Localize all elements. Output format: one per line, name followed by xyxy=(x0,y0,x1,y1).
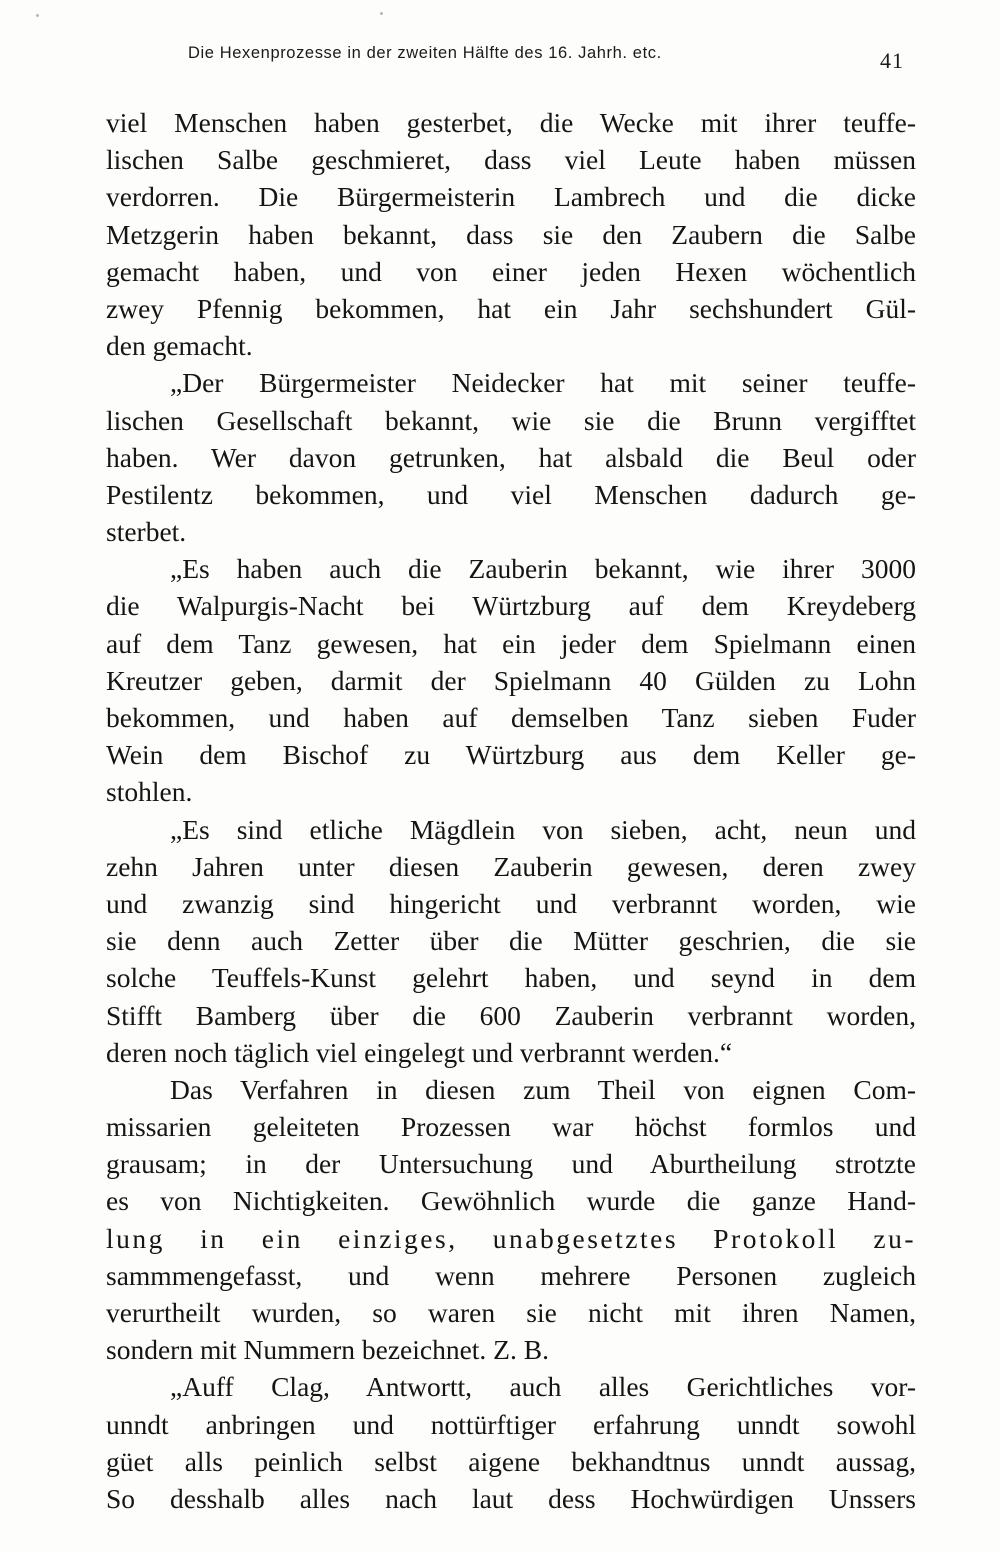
text-line: Wein dem Bischof zu Würtzburg aus dem Keller ge- xyxy=(106,739,916,771)
body-text xyxy=(106,104,916,1517)
text-line: lischen Gesellschaft bekannt, wie sie die Brunn vergifftet xyxy=(106,404,916,436)
text-line: „Es sind etliche Mägdlein von sieben, acht, neun und xyxy=(170,813,916,845)
text-line: Kreutzer geben, darmit der Spielmann 40 Gülden zu Lohn xyxy=(106,664,916,696)
text-line: die Walpurgis-Nacht bei Würtzburg auf dem Kreydeberg xyxy=(106,590,916,622)
text-line: „Auff Clag, Antwortt, auch alles Gerichtliches vor- xyxy=(170,1371,916,1403)
text-line: verdorren. Die Bürgermeisterin Lambrech und die dicke xyxy=(106,181,916,213)
print-speck xyxy=(36,14,39,17)
text-line: sondern mit Nummern bezeichnet. Z. B. xyxy=(106,1334,549,1366)
text-line: stohlen. xyxy=(106,776,193,808)
text-line: gemacht haben, und von einer jeden Hexen wöchentlich xyxy=(106,255,916,287)
text-line: bekommen, und haben auf demselben Tanz sieben Fuder xyxy=(106,702,916,733)
text-line: viel Menschen haben gesterbet, die Wecke mit ihrer teuffe- xyxy=(106,107,916,138)
page-number: 41 xyxy=(880,48,904,73)
text-line: güet alls peinlich selbst aigene bekhandtnus unndt aussag, xyxy=(106,1445,916,1477)
text-line: Metzgerin haben bekannt, dass sie den Zaubern die Salbe xyxy=(106,218,916,250)
text-line: lischen Salbe geschmieret, dass viel Leute haben müssen xyxy=(106,144,916,176)
text-line: sterbet. xyxy=(106,516,187,548)
text-line: haben. Wer davon getrunken, hat alsbald die Beul oder xyxy=(106,441,916,473)
text-line: missarien geleiteten Prozessen war höchst formlos und xyxy=(106,1111,916,1143)
text-line: und zwanzig sind hingericht und verbrannt worden, wie xyxy=(106,887,916,919)
text-line: sie denn auch Zetter über die Mütter geschrien, die sie xyxy=(106,925,916,957)
text-line: „Es haben auch die Zauberin bekannt, wie ihrer 3000 xyxy=(170,553,916,585)
print-speck xyxy=(380,12,383,15)
text-line: es von Nichtigkeiten. Gewöhnlich wurde die ganze Hand- xyxy=(106,1185,916,1217)
text-line: zwey Pfennig bekommen, hat ein Jahr sechshundert Gül- xyxy=(106,292,916,324)
text-line: Pestilentz bekommen, und viel Menschen dadurch ge- xyxy=(106,478,916,510)
text-line: auf dem Tanz gewesen, hat ein jeder dem Spielmann einen xyxy=(106,627,916,659)
text-line: sammmengefasst, und wenn mehrere Personen zugleich xyxy=(106,1259,916,1291)
text-line: „Der Bürgermeister Neidecker hat mit seiner teuffe- xyxy=(170,367,916,399)
text-line: So desshalb alles nach laut dess Hochwürdigen Unssers xyxy=(106,1482,916,1514)
text-line: verurtheilt wurden, so waren sie nicht mit ihren Namen, xyxy=(106,1297,916,1328)
text-line: Stifft Bamberg über die 600 Zauberin verbrannt worden, xyxy=(106,999,916,1031)
text-line: lung in ein einziges, unabgesetztes Protokoll zu- xyxy=(106,1222,916,1254)
text-line: zehn Jahren unter diesen Zauberin gewesen, deren zwey xyxy=(106,850,916,882)
text-line: unndt anbringen und nottürftiger erfahrung unndt sowohl xyxy=(106,1408,916,1440)
text-line: solche Teuffels-Kunst gelehrt haben, und seynd in dem xyxy=(106,962,916,994)
text-line: grausam; in der Untersuchung und Aburtheilung strotzte xyxy=(106,1148,916,1180)
text-line: Das Verfahren in diesen zum Theil von eignen Com- xyxy=(170,1073,916,1105)
text-line: den gemacht. xyxy=(106,330,253,362)
running-head-title: Die Hexenprozesse in der zweiten Hälfte des 16. Jahrh. etc. xyxy=(188,44,662,62)
text-line: deren noch täglich viel eingelegt und verbrannt werden.“ xyxy=(106,1036,733,1068)
